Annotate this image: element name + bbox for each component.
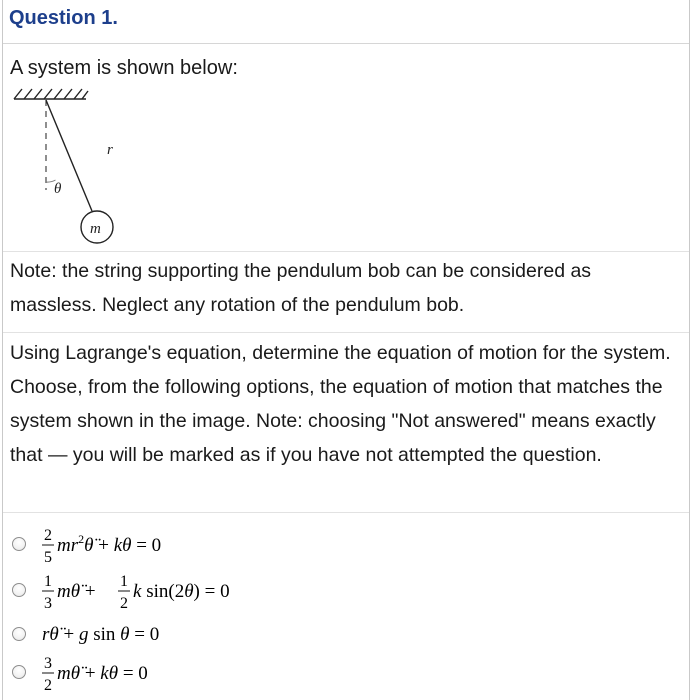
instructions-text: Using Lagrange's equation, determine the equation of motion for the system. Choose, from the following options, the equation of motion that matches the system shown in the image. Note: choosing "Not answered" means exactly that — you will be marked as if you have not attempted the question. [10,342,671,466]
svg-text:rθ̈ + g sin θ = 0: rθ̈ + g sin θ = 0 [42,624,160,645]
question-intro: A system is shown below: [10,57,238,79]
section-divider [3,332,689,333]
option-a[interactable] [12,522,230,566]
option-c-radio[interactable] [12,627,26,641]
pendulum-string [46,100,92,211]
svg-text:1: 1 [120,573,128,590]
pendulum-figure [10,86,140,251]
length-label: r [107,142,113,158]
option-a-equation [40,522,230,566]
option-d-equation [40,650,230,694]
option-d[interactable] [12,650,230,694]
svg-text:2: 2 [44,527,52,544]
svg-text:3: 3 [44,655,52,672]
mass-label: m [90,221,101,237]
title-divider [3,43,689,44]
angle-label: θ [54,181,62,197]
option-b-equation [40,568,280,612]
note-text: Note: the string supporting the pendulum bob can be considered as massless. Neglect any rotation of the pendulum bob. [10,260,592,316]
svg-text:k sin(2θ) = 0: k sin(2θ) = 0 [133,581,230,602]
option-d-radio[interactable] [12,665,26,679]
svg-text:2: 2 [120,595,128,612]
right-border [689,0,690,700]
ceiling-hatch [14,89,88,99]
option-a-radio[interactable] [12,537,26,551]
svg-text:2: 2 [44,677,52,694]
svg-text:3: 3 [44,595,52,612]
pendulum-diagram [10,86,140,246]
svg-text:5: 5 [44,549,52,566]
option-b[interactable] [12,568,280,612]
section-divider [3,251,689,252]
left-border [2,0,3,700]
svg-text:mθ̈ + kθ = 0: mθ̈ + kθ = 0 [57,663,148,684]
section-divider [3,512,689,513]
question-title: Question 1. [9,7,118,29]
svg-text:mθ̈ +: mθ̈ + [57,581,96,602]
svg-text:mr2θ̈ + kθ = 0: $mr^2\thetä + k\theta = 0$ [57,532,162,556]
option-b-radio[interactable] [12,583,26,597]
svg-text:1: 1 [44,573,52,590]
